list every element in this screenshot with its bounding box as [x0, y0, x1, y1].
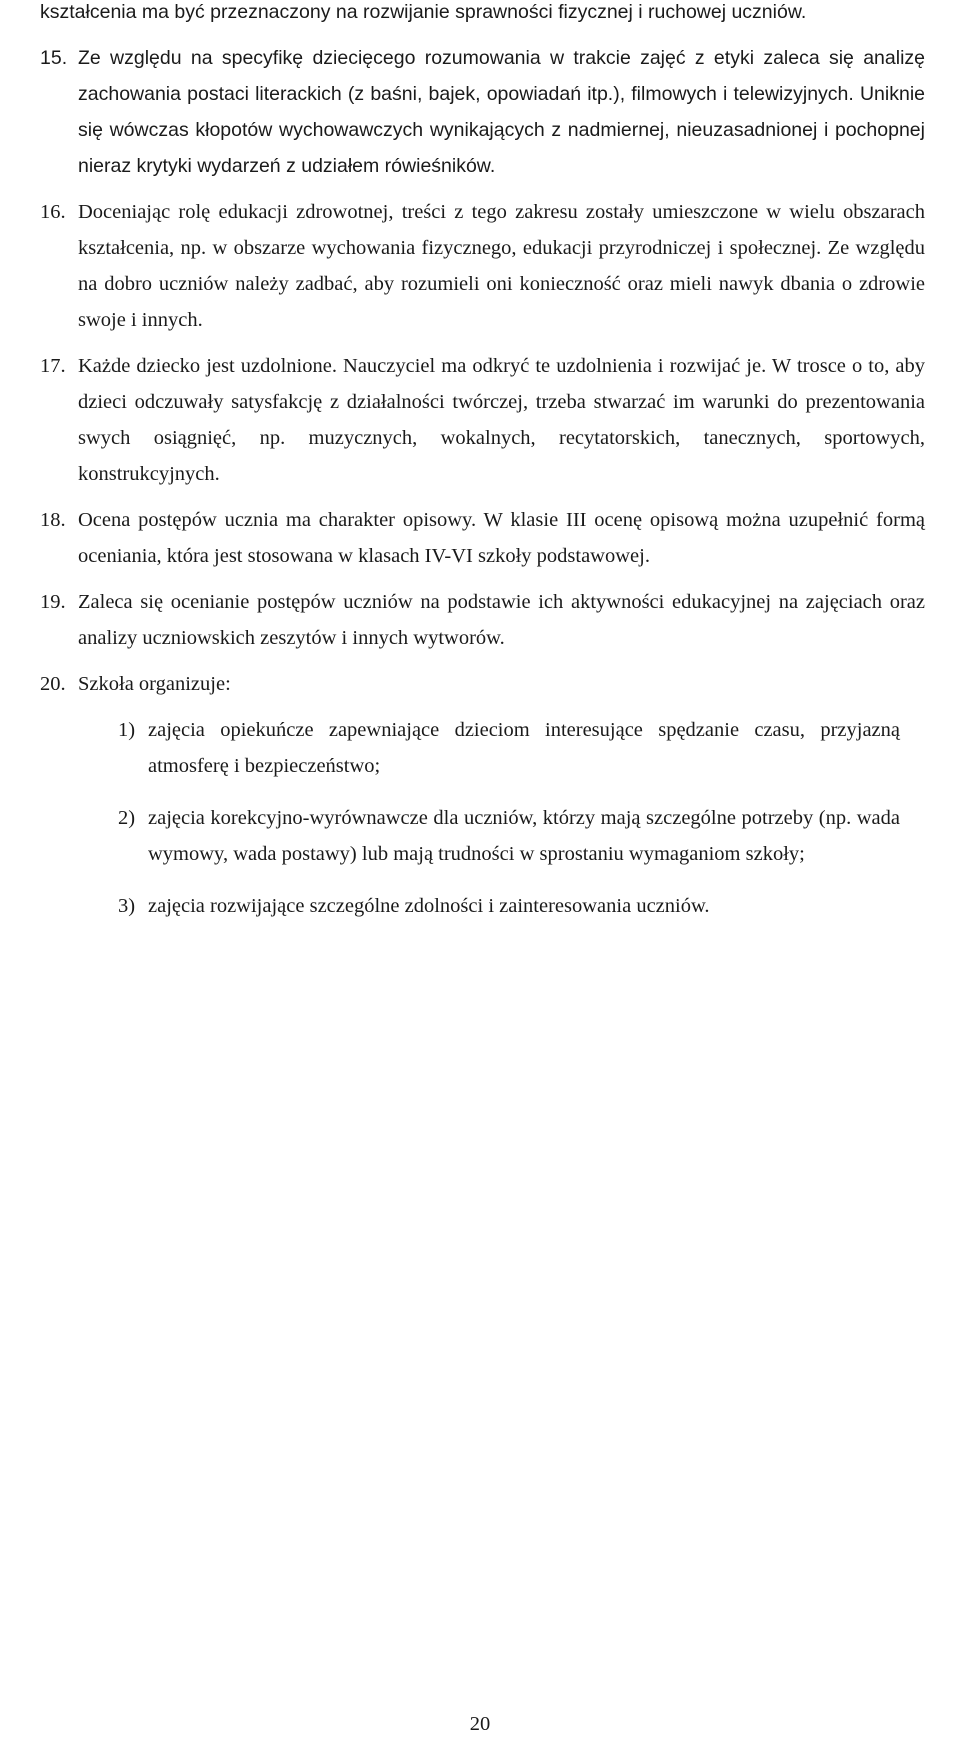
document-page [40, 0, 925, 940]
list-item-20 [40, 666, 925, 702]
sublist-item-number: 1) [118, 719, 136, 741]
sublist-item-number: 2) [118, 807, 136, 829]
opening-paragraph-fragment: kształcenia ma być przeznaczony na rozwijanie sprawności fizycznej i ruchowej uczniów. [40, 1, 807, 23]
list-item-number: 19. [40, 591, 66, 613]
list-item-number: 17. [40, 355, 66, 377]
list-item-number: 15. [40, 47, 68, 69]
page-number: 20 [469, 1713, 491, 1735]
list-item-text: Każde dziecko jest uzdolnione. Nauczyciel ma odkryć te uzdolnienia i rozwijać je. W trosce o to, aby dzieci odczuwały satysfakcję z działalności twórczej, trzeba stwarzać im warunki do prezentowania swych osiągnięć, np. muzycznych, wokalnych, recytatorskich, tanecznych, sportowych, konstrukcyjnych. [78, 355, 925, 485]
sublist-item-text: zajęcia rozwijające szczególne zdolności i zainteresowania uczniów. [148, 895, 710, 917]
list-item-19 [40, 584, 925, 656]
list-item-text: Szkoła organizuje: [78, 673, 231, 695]
list-item-text: Doceniając rolę edukacji zdrowotnej, treści z tego zakresu zostały umieszczone w wielu obszarach kształcenia, np. w obszarze wychowania fizycznego, edukacji przyrodniczej i społecznej. Ze względu na dobro uczniów należy zadbać, aby rozumieli oni konieczność oraz mieli nawyk dbania o zdrowie swoje i innych. [78, 201, 925, 331]
list-item-number: 16. [40, 201, 66, 223]
sublist-item-1 [118, 712, 900, 784]
list-item-text: Zaleca się ocenianie postępów uczniów na podstawie ich aktywności edukacyjnej na zajęciach oraz analizy uczniowskich zeszytów i innych wytworów. [78, 591, 925, 649]
list-item-number: 20. [40, 673, 66, 695]
list-item-18 [40, 502, 925, 574]
list-item-text: Ocena postępów ucznia ma charakter opisowy. W klasie III ocenę opisową można uzupełnić formą oceniania, która jest stosowana w klasach IV-VI szkoły podstawowej. [78, 509, 925, 567]
sublist-item-3 [118, 888, 900, 924]
sublist-item-2 [118, 800, 900, 872]
sublist-item-text: zajęcia opiekuńcze zapewniające dzieciom interesujące spędzanie czasu, przyjazną atmosferę i bezpieczeństwo; [148, 719, 900, 777]
list-item-text: Ze względu na specyfikę dziecięcego rozumowania w trakcie zajęć z etyki zaleca się analizę zachowania postaci literackich (z baśni, bajek, opowiadań itp.), filmowych i telewizyjnych. Uniknie się wówczas kłopotów wychowawczych wynikających z nadmiernej, nieuzasadnionej i pochopnej nieraz krytyki wydarzeń z udziałem rówieśników. [78, 47, 925, 177]
sublist-item-text: zajęcia korekcyjno-wyrównawcze dla uczniów, którzy mają szczególne potrzeby (np. wada wymowy, wada postawy) lub mają trudności w sprostaniu wymaganiom szkoły; [148, 807, 900, 865]
list-item-number: 18. [40, 509, 66, 531]
organized-activities-sublist [118, 712, 900, 924]
list-item-17 [40, 348, 925, 492]
list-item-16 [40, 194, 925, 338]
sublist-item-number: 3) [118, 895, 136, 917]
list-item-15 [40, 40, 925, 184]
